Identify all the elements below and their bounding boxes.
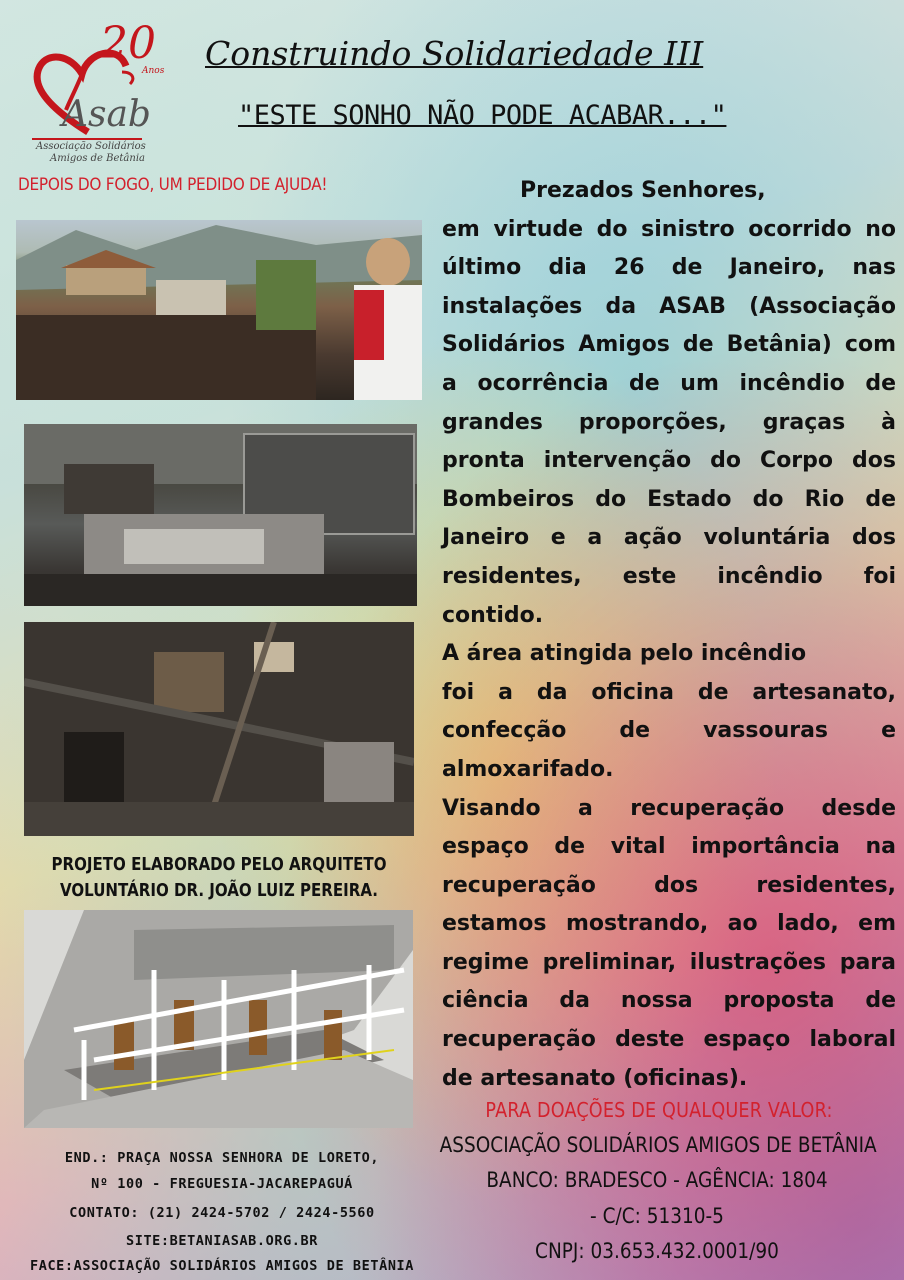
- address-line2: Nº 100 - FREGUESIA-JACAREPAGUÁ: [91, 1176, 353, 1192]
- fire-caption: DEPOIS DO FOGO, UM PEDIDO DE AJUDA!: [18, 175, 328, 195]
- donation-cnpj: CNPJ: 03.653.432.0001/90: [535, 1239, 779, 1263]
- letter-paragraph-1: em virtude do sinistro ocorrido no último dia 26 de Janeiro, nas instalações da ASAB (Associação Solidários Amigos de Betânia) com a ocorrência de um incêndio de grandes proporções, graças à pronta intervenção do Corpo dos Bombeiros do Estado do Rio de Janeiro e a ação voluntária dos residentes, este incêndio foi contido.: [442, 216, 896, 628]
- project-caption-line2: VOLUNTÁRIO DR. JOÃO LUIZ PEREIRA.: [59, 881, 379, 901]
- address-line1: END.: PRAÇA NOSSA SENHORA DE LORETO,: [64, 1150, 380, 1166]
- architectural-rendering: [24, 910, 413, 1128]
- website-link[interactable]: SITE:BETANIASAB.ORG.BR: [125, 1233, 318, 1249]
- logo-name: Asab: [62, 94, 151, 135]
- letter-greeting: Prezados Senhores,: [520, 178, 766, 203]
- logo-divider: [32, 138, 142, 140]
- logo-years-label: Anos: [142, 66, 165, 76]
- logo-subtitle-line2: Amigos de Betânia: [50, 153, 145, 164]
- photo-fire-debris: [24, 622, 414, 836]
- logo-years-number: 20: [100, 18, 156, 69]
- photo-fire-damage-overview: [16, 220, 422, 400]
- project-caption-line1: PROJETO ELABORADO PELO ARQUITETO: [51, 855, 387, 875]
- letter-body: [442, 172, 896, 1098]
- page-title: Construindo Solidariedade III: [205, 34, 704, 73]
- letter-paragraph-2: foi a da oficina de artesanato, confecção de vassouras e almoxarifado.: [442, 679, 896, 782]
- donation-account-name: ASSOCIAÇÃO SOLIDÁRIOS AMIGOS DE BETÂNIA: [439, 1133, 877, 1157]
- letter-paragraph-2-lead: A área atingida pelo incêndio: [442, 641, 807, 667]
- facebook-page[interactable]: FACE:ASSOCIAÇÃO SOLIDÁRIOS AMIGOS DE BETÂNIA: [29, 1258, 415, 1274]
- donation-bank: BANCO: BRADESCO - AGÊNCIA: 1804: [486, 1168, 828, 1192]
- asab-logo: [26, 14, 176, 164]
- donation-heading: PARA DOAÇÕES DE QUALQUER VALOR:: [485, 1098, 833, 1122]
- photo-burned-workshop: [24, 424, 417, 606]
- contact-phones: CONTATO: (21) 2424-5702 / 2424-5560: [69, 1205, 375, 1221]
- page-subtitle: "ESTE SONHO NÃO PODE ACABAR...": [238, 100, 727, 131]
- donation-account-number: - C/C: 51310-5: [590, 1204, 724, 1228]
- logo-subtitle-line1: Associação Solidários: [36, 141, 146, 152]
- project-caption: [43, 852, 396, 904]
- letter-paragraph-3: Visando a recuperação desde espaço de vital importância na recuperação dos residentes, estamos mostrando, ao lado, em regime preliminar, ilustrações para ciência da nossa proposta de recuperação deste espaço laboral de artesanato (oficinas).: [442, 795, 896, 1091]
